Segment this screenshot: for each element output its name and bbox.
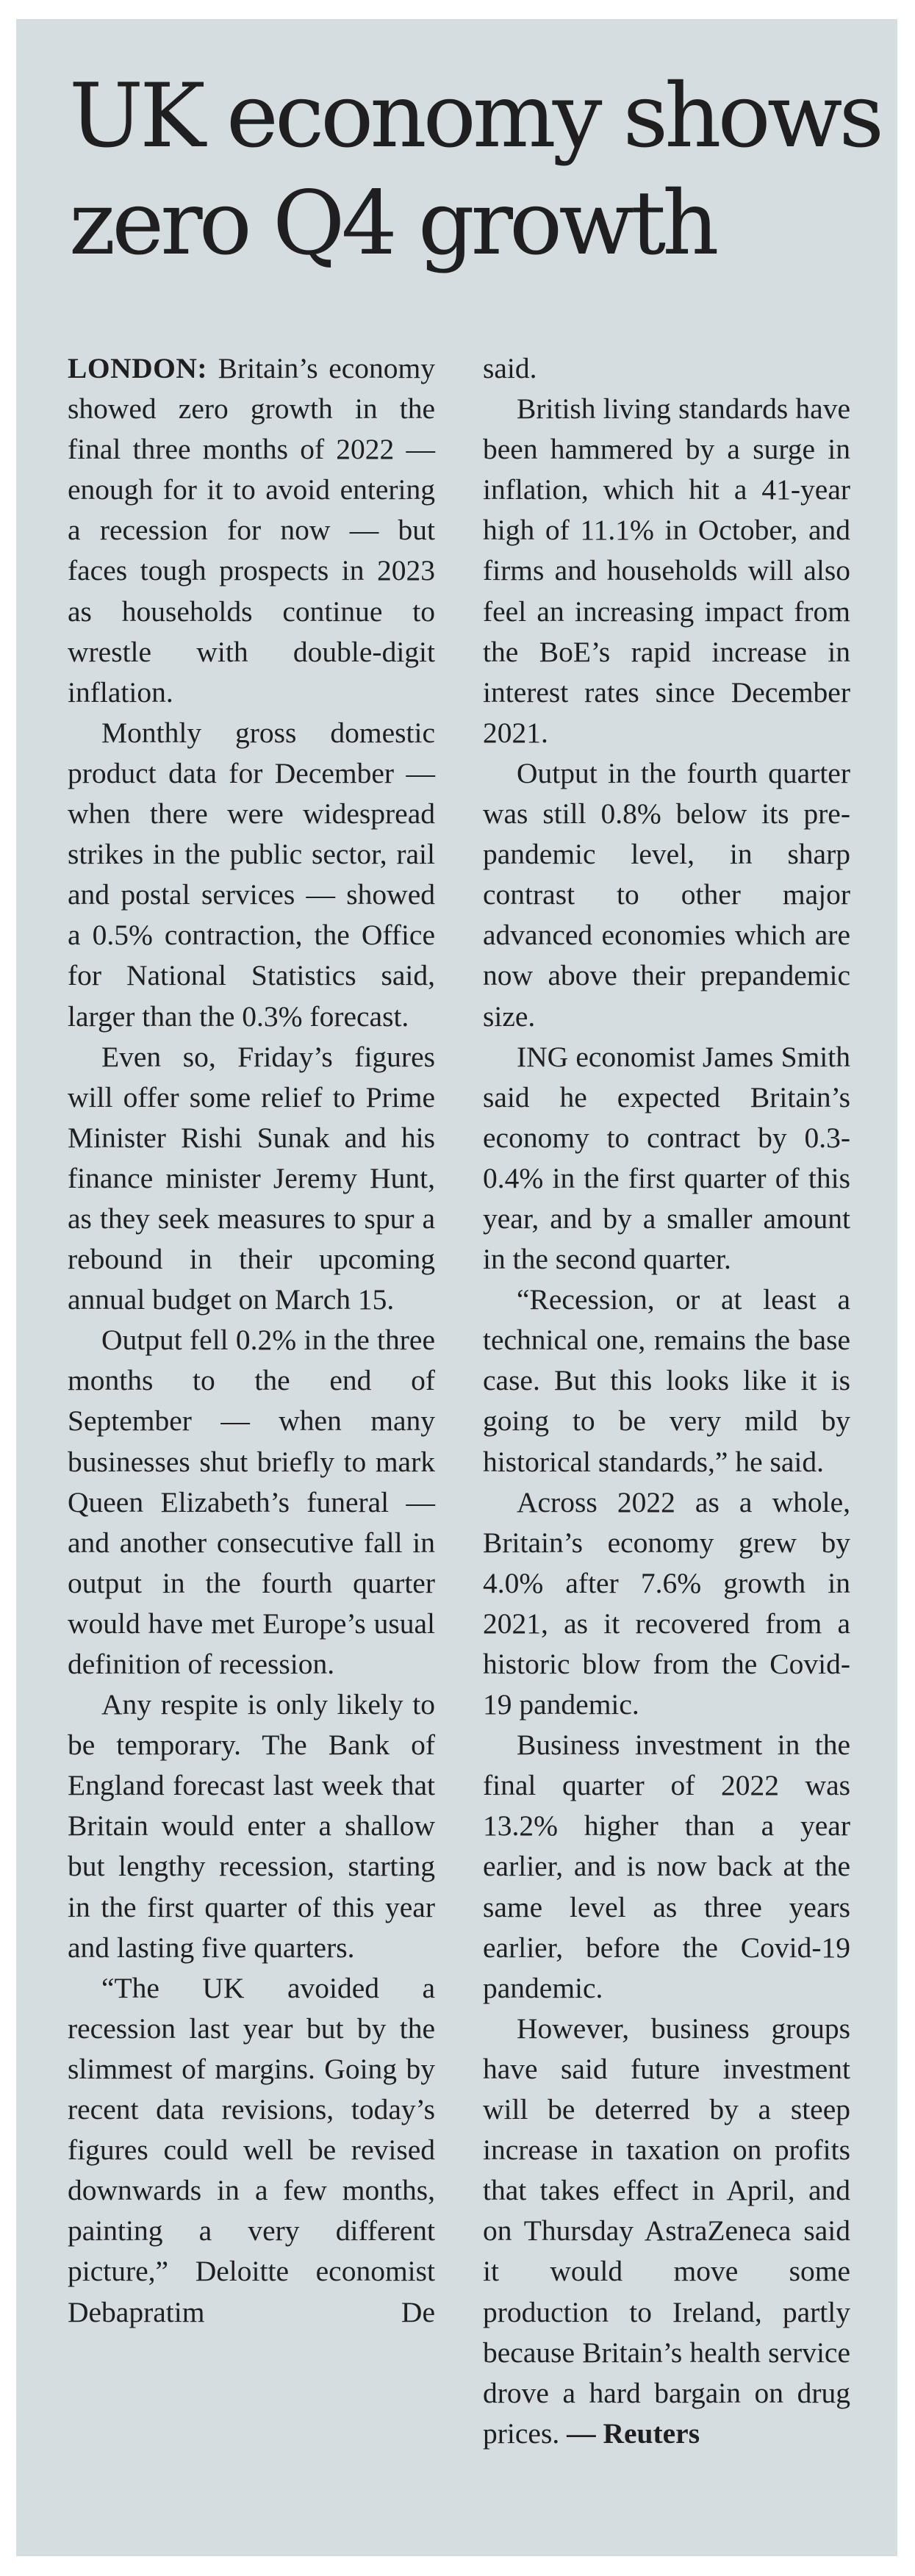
paragraph: Monthly gross domestic product data for December — when there were widespread strikes in the public sector, rail and postal services — showed a 0.5% contraction, the Office for National Statistics said, larger than the 0.3% forecast.	[68, 716, 435, 1033]
right-column	[483, 348, 850, 2454]
byline-credit: — Reuters	[567, 2417, 700, 2450]
paragraph: Across 2022 as a whole, Britain’s economy grew by 4.0% after 7.6% growth in 2021, as it recovered from a historic blow from the Covid-19 pandemic.	[483, 1485, 850, 1721]
paragraph: British living standards have been hammered by a surge in inflation, which hit a 41-year high of 11.1% in October, and firms and households will also feel an increasing impact from the BoE’s rapid increase in interest rates since December 2021.	[483, 392, 850, 749]
paragraph	[483, 2009, 850, 2454]
headline: UK economy shows zero Q4 growth	[69, 65, 881, 275]
paragraph: Output in the fourth quarter was still 0.8% below its pre-pandemic level, in sharp contrast to other major advanced economies which are now above their prepandemic size.	[483, 756, 850, 1033]
paragraph-text: Britain’s economy showed zero growth in the final three months of 2022 — enough for it to avoid entering a recession for now — but faces tough prospects in 2023 as households continue to wrestle with double-digit inflation.	[68, 352, 435, 708]
left-column	[68, 348, 435, 2333]
paragraph: said.	[483, 352, 537, 384]
paragraph: ING economist James Smith said he expected Britain’s economy to contract by 0.3-0.4% in the first quarter of this year, and by a smaller amount in the second quarter.	[483, 1040, 850, 1276]
newspaper-clipping	[16, 19, 897, 2556]
paragraph-text: However, business groups have said future investment will be deterred by a steep increase in taxation on profits that takes effect in April, and on Thursday AstraZeneca said it would move some production to Ireland, partly because Britain’s health service drove a hard bargain on drug prices.	[483, 2012, 850, 2450]
paragraph: Any respite is only likely to be temporary. The Bank of England forecast last week that Britain would enter a shallow but lengthy recession, starting in the first quarter of this year and lasting five quarters.	[68, 1688, 435, 1964]
dateline: LONDON:	[68, 352, 208, 384]
paragraph: “Recession, or at least a technical one, remains the base case. But this looks like it is going to be very mild by historical standards,” he said.	[483, 1283, 850, 1478]
paragraph: “The UK avoided a recession last year but by the slimmest of margins. Going by recent data revisions, today’s figures could well be revised downwards in a few months, painting a very different picture,” Deloitte economist Debapratim De	[68, 1971, 435, 2328]
paragraph: Output fell 0.2% in the three months to the end of September — when many businesses shut briefly to mark Queen Elizabeth’s funeral — and another consecutive fall in output in the fourth quarter would have met Europe’s usual definition of recession.	[68, 1324, 435, 1680]
paragraph	[68, 348, 435, 713]
paragraph: Business investment in the final quarter of 2022 was 13.2% higher than a year earlier, and is now back at the same level as three years earlier, before the Covid-19 pandemic.	[483, 1729, 850, 2004]
paragraph: Even so, Friday’s figures will offer some relief to Prime Minister Rishi Sunak and his finance minister Jeremy Hunt, as they seek measures to spur a rebound in their upcoming annual budget on March 15.	[68, 1040, 435, 1316]
